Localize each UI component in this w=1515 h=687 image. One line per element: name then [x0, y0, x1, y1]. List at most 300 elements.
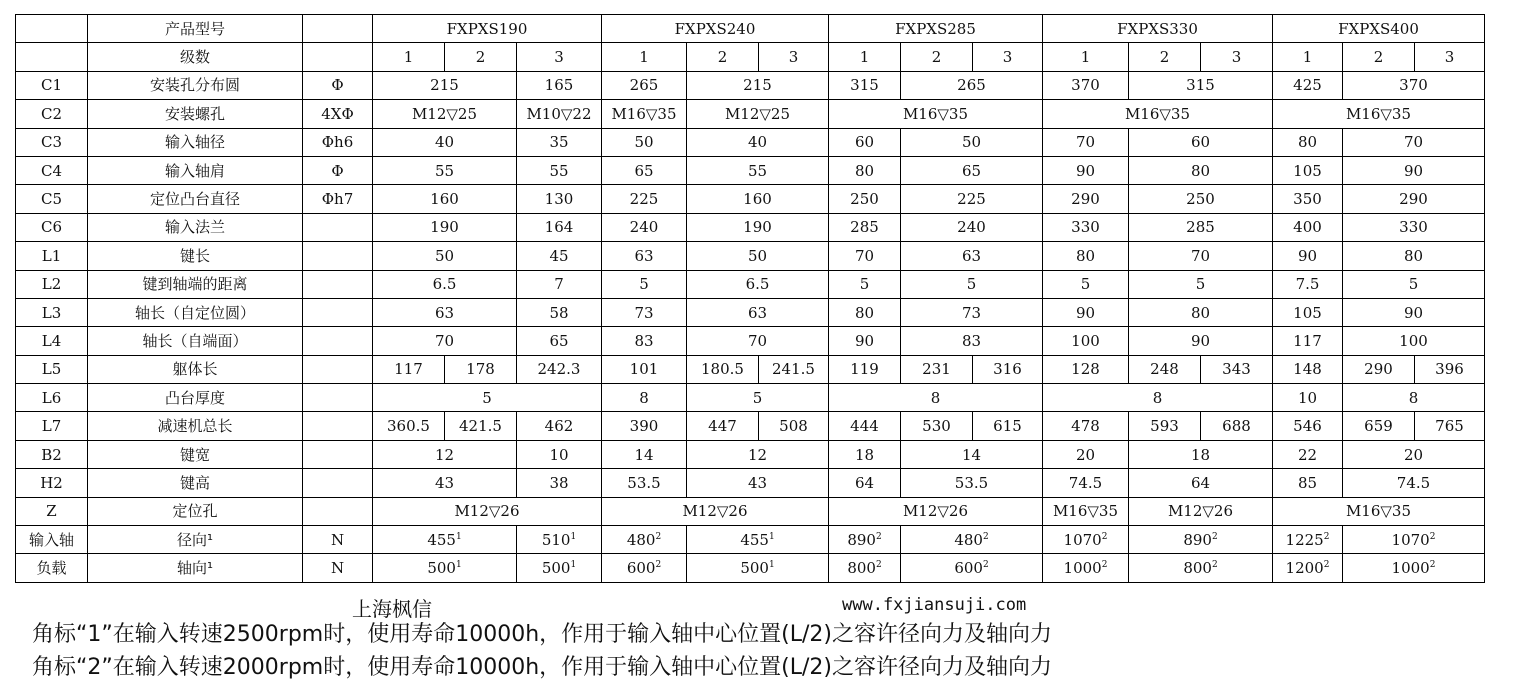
param-symbol: Φh7 [303, 185, 373, 213]
value-cell: 225 [602, 185, 687, 213]
stage-cell: 1 [373, 43, 445, 71]
footnote-marker: 2 [655, 531, 662, 542]
param-code: C5 [16, 185, 88, 213]
value-cell: 55 [517, 156, 602, 184]
value-cell: 90 [1043, 156, 1129, 184]
value-cell: 180.5 [687, 355, 759, 383]
value-cell: 14 [901, 440, 1043, 468]
table-row [16, 100, 1485, 128]
table-row [16, 497, 1485, 525]
param-symbol [303, 213, 373, 241]
value-cell: 53.5 [901, 469, 1043, 497]
value-cell: 688 [1201, 412, 1273, 440]
value-cell: 20 [1043, 440, 1129, 468]
value-cell: 165 [517, 71, 602, 99]
param-name: 定位孔 [88, 497, 303, 525]
value-cell: 65 [901, 156, 1043, 184]
value-cell: 50 [602, 128, 687, 156]
model-header: FXPXS190 [373, 15, 602, 43]
value-cell: M16▽35 [602, 100, 687, 128]
stage-cell: 3 [1201, 43, 1273, 71]
param-code: C6 [16, 213, 88, 241]
value-cell: 74.5 [1343, 469, 1485, 497]
value-cell: M12▽26 [373, 497, 602, 525]
footnote-marker: 1 [455, 531, 462, 542]
value-cell: 64 [829, 469, 901, 497]
stage-cell: 2 [901, 43, 973, 71]
value-cell: $800^2$ [1129, 554, 1273, 582]
param-symbol: N [303, 526, 373, 554]
param-symbol [303, 327, 373, 355]
value-cell: 119 [829, 355, 901, 383]
value-cell: 5 [829, 270, 901, 298]
param-symbol: Φh6 [303, 128, 373, 156]
value-cell: 400 [1273, 213, 1343, 241]
value-cell: 64 [1129, 469, 1273, 497]
value-cell: 70 [1043, 128, 1129, 156]
param-symbol: N [303, 554, 373, 582]
param-symbol [303, 242, 373, 270]
table-row [16, 440, 1485, 468]
value-cell: 215 [373, 71, 517, 99]
value-cell: $600^2$ [901, 554, 1043, 582]
value-cell: 6.5 [687, 270, 829, 298]
value-cell: $480^2$ [901, 526, 1043, 554]
value-cell: 330 [1343, 213, 1485, 241]
param-symbol [303, 355, 373, 383]
value-cell: 80 [829, 156, 901, 184]
value-cell: 43 [373, 469, 517, 497]
value-cell: 215 [687, 71, 829, 99]
value-cell: 5 [901, 270, 1043, 298]
param-symbol [303, 412, 373, 440]
footnote-marker: 1 [768, 560, 775, 571]
value-cell: 508 [759, 412, 829, 440]
value-cell: 360.5 [373, 412, 445, 440]
value-cell: 65 [517, 327, 602, 355]
value-cell: 250 [829, 185, 901, 213]
value-cell: M10▽22 [517, 100, 602, 128]
param-code: H2 [16, 469, 88, 497]
value-cell: 128 [1043, 355, 1129, 383]
value-cell: 12 [687, 440, 829, 468]
spec-table [15, 14, 1485, 583]
stage-cell: 2 [1129, 43, 1201, 71]
value-cell: 74.5 [1043, 469, 1129, 497]
value-cell: 290 [1343, 355, 1415, 383]
footnote-marker: 1 [570, 560, 577, 571]
footnote-marker: 2 [875, 560, 882, 571]
value-cell: 659 [1343, 412, 1415, 440]
value-cell: 10 [1273, 384, 1343, 412]
value-cell: 190 [687, 213, 829, 241]
value-cell: 105 [1273, 298, 1343, 326]
value-cell: $480^2$ [602, 526, 687, 554]
value-cell: 105 [1273, 156, 1343, 184]
value-cell: 90 [1273, 242, 1343, 270]
value-cell: 160 [373, 185, 517, 213]
param-name: 减速机总长 [88, 412, 303, 440]
value-cell: 447 [687, 412, 759, 440]
value-cell: 83 [602, 327, 687, 355]
value-cell: 117 [373, 355, 445, 383]
table-row [16, 71, 1485, 99]
value-cell: M12▽26 [829, 497, 1043, 525]
value-cell: M16▽35 [1043, 497, 1129, 525]
value-cell: 5 [373, 384, 602, 412]
value-cell: 5 [1343, 270, 1485, 298]
footnote-marker: 2 [1429, 531, 1436, 542]
value-cell: 63 [373, 298, 517, 326]
stage-label: 级数 [88, 43, 303, 71]
value-cell: 265 [602, 71, 687, 99]
value-cell: 38 [517, 469, 602, 497]
value-cell: 421.5 [445, 412, 517, 440]
value-cell: 90 [1343, 156, 1485, 184]
value-cell: 55 [687, 156, 829, 184]
stage-cell: 2 [1343, 43, 1415, 71]
table-row [16, 156, 1485, 184]
stage-cell: 1 [1273, 43, 1343, 71]
value-cell: 80 [1129, 298, 1273, 326]
stage-cell: 3 [1415, 43, 1485, 71]
value-cell: 290 [1343, 185, 1485, 213]
value-cell: M16▽35 [1273, 497, 1485, 525]
footnote-marker: 2 [1101, 560, 1108, 571]
brand-name: 上海枫信 [352, 597, 432, 621]
value-cell: 5 [1043, 270, 1129, 298]
value-cell: 55 [373, 156, 517, 184]
value-cell: 63 [602, 242, 687, 270]
footnote-marker: 2 [1101, 531, 1108, 542]
value-cell: 63 [687, 298, 829, 326]
value-cell: 7 [517, 270, 602, 298]
value-cell: $890^2$ [1129, 526, 1273, 554]
value-cell: 8 [829, 384, 1043, 412]
value-cell: 70 [1129, 242, 1273, 270]
load-group-label: 输入轴 [16, 526, 88, 554]
value-cell: 70 [829, 242, 901, 270]
stage-cell: 1 [829, 43, 901, 71]
param-name: 输入轴径 [88, 128, 303, 156]
value-cell: 117 [1273, 327, 1343, 355]
param-symbol: Φ [303, 156, 373, 184]
param-name: 输入法兰 [88, 213, 303, 241]
value-cell: 50 [901, 128, 1043, 156]
value-cell: 100 [1343, 327, 1485, 355]
param-code: C3 [16, 128, 88, 156]
header-row-models [16, 15, 1485, 43]
header-row-stages [16, 43, 1485, 71]
value-cell: 444 [829, 412, 901, 440]
param-code: L3 [16, 298, 88, 326]
value-cell: 350 [1273, 185, 1343, 213]
table-row [16, 270, 1485, 298]
param-code: L6 [16, 384, 88, 412]
value-cell: 22 [1273, 440, 1343, 468]
value-cell: 8 [1343, 384, 1485, 412]
value-cell: 530 [901, 412, 973, 440]
value-cell: $500^1$ [687, 554, 829, 582]
table-row [16, 185, 1485, 213]
value-cell: $500^1$ [373, 554, 517, 582]
table-row [16, 213, 1485, 241]
param-code: B2 [16, 440, 88, 468]
value-cell: 231 [901, 355, 973, 383]
stage-cell: 3 [517, 43, 602, 71]
value-cell: 242.3 [517, 355, 602, 383]
table-row [16, 384, 1485, 412]
value-cell: 370 [1043, 71, 1129, 99]
param-symbol: 4XΦ [303, 100, 373, 128]
table-row [16, 469, 1485, 497]
footnote-marker: 2 [1323, 531, 1330, 542]
value-cell: 5 [1129, 270, 1273, 298]
stage-cell: 2 [687, 43, 759, 71]
value-cell: 396 [1415, 355, 1485, 383]
value-cell: 8 [1043, 384, 1273, 412]
value-cell: 70 [1343, 128, 1485, 156]
value-cell: M12▽26 [602, 497, 829, 525]
value-cell: 85 [1273, 469, 1343, 497]
value-cell: 53.5 [602, 469, 687, 497]
value-cell: 14 [602, 440, 687, 468]
param-name: 键到轴端的距离 [88, 270, 303, 298]
table-row [16, 554, 1485, 582]
param-symbol [303, 440, 373, 468]
footnote-marker: 2 [875, 531, 882, 542]
value-cell: 330 [1043, 213, 1129, 241]
param-name: 轴长（自定位圆） [88, 298, 303, 326]
value-cell: 40 [373, 128, 517, 156]
value-cell: 12 [373, 440, 517, 468]
param-name: 安装螺孔 [88, 100, 303, 128]
value-cell: 130 [517, 185, 602, 213]
param-code: L1 [16, 242, 88, 270]
param-name: 键长 [88, 242, 303, 270]
value-cell: 190 [373, 213, 517, 241]
param-name: 轴长（自端面） [88, 327, 303, 355]
value-cell: 101 [602, 355, 687, 383]
value-cell: 343 [1201, 355, 1273, 383]
footnote-2: 角标“2”在输入转速2000rpm时，使用寿命10000h，作用于输入轴中心位置(L/2)之容许径向力及轴向力 [32, 655, 1052, 680]
value-cell: 1070$^2$ [1343, 526, 1485, 554]
value-cell: 80 [1273, 128, 1343, 156]
footnote-marker: 2 [1211, 531, 1218, 542]
value-cell: 65 [602, 156, 687, 184]
value-cell: $455^1$ [373, 526, 517, 554]
value-cell: 478 [1043, 412, 1129, 440]
value-cell: 285 [1129, 213, 1273, 241]
model-header: FXPXS400 [1273, 15, 1485, 43]
table-row [16, 128, 1485, 156]
value-cell: 70 [687, 327, 829, 355]
table-row [16, 298, 1485, 326]
value-cell: 390 [602, 412, 687, 440]
value-cell: $600^2$ [602, 554, 687, 582]
value-cell: 290 [1043, 185, 1129, 213]
param-code: L4 [16, 327, 88, 355]
value-cell: M16▽35 [1043, 100, 1273, 128]
website-text: www.fxjiansuji.com [842, 595, 1027, 615]
value-cell: 462 [517, 412, 602, 440]
value-cell: M12▽25 [373, 100, 517, 128]
footnote-marker: 1 [768, 531, 775, 542]
param-code: Z [16, 497, 88, 525]
param-code: C1 [16, 71, 88, 99]
value-cell: 315 [829, 71, 901, 99]
param-symbol [303, 497, 373, 525]
param-symbol [303, 270, 373, 298]
value-cell: M12▽26 [1129, 497, 1273, 525]
value-cell: 73 [602, 298, 687, 326]
product-label: 产品型号 [88, 15, 303, 43]
param-name: 键宽 [88, 440, 303, 468]
model-header: FXPXS330 [1043, 15, 1273, 43]
footnote-marker: 2 [1323, 560, 1330, 571]
value-cell: $500^1$ [517, 554, 602, 582]
param-code: L2 [16, 270, 88, 298]
footnote-marker: 2 [982, 560, 989, 571]
value-cell: $890^2$ [829, 526, 901, 554]
value-cell: 6.5 [373, 270, 517, 298]
stage-cell: 3 [759, 43, 829, 71]
param-symbol [303, 298, 373, 326]
model-header: FXPXS240 [602, 15, 829, 43]
value-cell: 615 [973, 412, 1043, 440]
footnote-marker: 2 [982, 531, 989, 542]
value-cell: 164 [517, 213, 602, 241]
footnote-marker: 2 [655, 560, 662, 571]
value-cell: 45 [517, 242, 602, 270]
footnote-marker: 2 [1211, 560, 1218, 571]
value-cell: 80 [1129, 156, 1273, 184]
param-name: 安装孔分布圆 [88, 71, 303, 99]
value-cell: 40 [687, 128, 829, 156]
param-name: 凸台厚度 [88, 384, 303, 412]
value-cell: 148 [1273, 355, 1343, 383]
value-cell: 58 [517, 298, 602, 326]
value-cell: 425 [1273, 71, 1343, 99]
table-row [16, 355, 1485, 383]
value-cell: 70 [373, 327, 517, 355]
table-row [16, 327, 1485, 355]
load-group-label: 负载 [16, 554, 88, 582]
stage-cell: 2 [445, 43, 517, 71]
value-cell: 1000$^2$ [1343, 554, 1485, 582]
value-cell: 10 [517, 440, 602, 468]
value-cell: 265 [901, 71, 1043, 99]
value-cell: 90 [829, 327, 901, 355]
value-cell: 60 [829, 128, 901, 156]
value-cell: 593 [1129, 412, 1201, 440]
value-cell: $455^1$ [687, 526, 829, 554]
value-cell: 7.5 [1273, 270, 1343, 298]
value-cell: 316 [973, 355, 1043, 383]
value-cell: M12▽25 [687, 100, 829, 128]
value-cell: 80 [1043, 242, 1129, 270]
value-cell: 250 [1129, 185, 1273, 213]
param-symbol [303, 384, 373, 412]
footnote-marker: 2 [1429, 560, 1436, 571]
value-cell: 90 [1129, 327, 1273, 355]
param-name: 躯体长 [88, 355, 303, 383]
param-name: 定位凸台直径 [88, 185, 303, 213]
value-cell: 83 [901, 327, 1043, 355]
value-cell: 80 [1343, 242, 1485, 270]
value-cell: 225 [901, 185, 1043, 213]
param-code: L7 [16, 412, 88, 440]
value-cell: 240 [602, 213, 687, 241]
table-row [16, 242, 1485, 270]
value-cell: 546 [1273, 412, 1343, 440]
value-cell: 178 [445, 355, 517, 383]
table-row [16, 526, 1485, 554]
param-name: 输入轴肩 [88, 156, 303, 184]
param-name: 径向¹ [88, 526, 303, 554]
value-cell: 240 [901, 213, 1043, 241]
value-cell: 90 [1043, 298, 1129, 326]
value-cell: 50 [373, 242, 517, 270]
value-cell: 100 [1043, 327, 1129, 355]
param-code: L5 [16, 355, 88, 383]
value-cell: 1200$^2$ [1273, 554, 1343, 582]
stage-cell: 3 [973, 43, 1043, 71]
value-cell: 18 [829, 440, 901, 468]
param-symbol [303, 469, 373, 497]
value-cell: 90 [1343, 298, 1485, 326]
value-cell: 1000$^2$ [1043, 554, 1129, 582]
footnote-marker: 1 [570, 531, 577, 542]
value-cell: 80 [829, 298, 901, 326]
value-cell: 370 [1343, 71, 1485, 99]
table-row [16, 412, 1485, 440]
value-cell: 315 [1129, 71, 1273, 99]
value-cell: 8 [602, 384, 687, 412]
value-cell: 160 [687, 185, 829, 213]
footnote-marker: 1 [455, 560, 462, 571]
value-cell: 60 [1129, 128, 1273, 156]
model-header: FXPXS285 [829, 15, 1043, 43]
value-cell: 5 [602, 270, 687, 298]
value-cell: 50 [687, 242, 829, 270]
footnote-1: 角标“1”在输入转速2500rpm时，使用寿命10000h，作用于输入轴中心位置(L/2)之容许径向力及轴向力 [32, 622, 1052, 647]
param-code: C4 [16, 156, 88, 184]
value-cell: 5 [687, 384, 829, 412]
value-cell: 241.5 [759, 355, 829, 383]
param-code: C2 [16, 100, 88, 128]
value-cell: 285 [829, 213, 901, 241]
value-cell: $800^2$ [829, 554, 901, 582]
param-name: 键高 [88, 469, 303, 497]
value-cell: 73 [901, 298, 1043, 326]
param-symbol: Φ [303, 71, 373, 99]
value-cell: 63 [901, 242, 1043, 270]
value-cell: 35 [517, 128, 602, 156]
value-cell: M16▽35 [1273, 100, 1485, 128]
value-cell: 765 [1415, 412, 1485, 440]
value-cell: 1225$^2$ [1273, 526, 1343, 554]
value-cell: 18 [1129, 440, 1273, 468]
value-cell: 43 [687, 469, 829, 497]
value-cell: 20 [1343, 440, 1485, 468]
value-cell: 248 [1129, 355, 1201, 383]
value-cell: M16▽35 [829, 100, 1043, 128]
stage-cell: 1 [602, 43, 687, 71]
param-name: 轴向¹ [88, 554, 303, 582]
stage-cell: 1 [1043, 43, 1129, 71]
value-cell: $510^1$ [517, 526, 602, 554]
